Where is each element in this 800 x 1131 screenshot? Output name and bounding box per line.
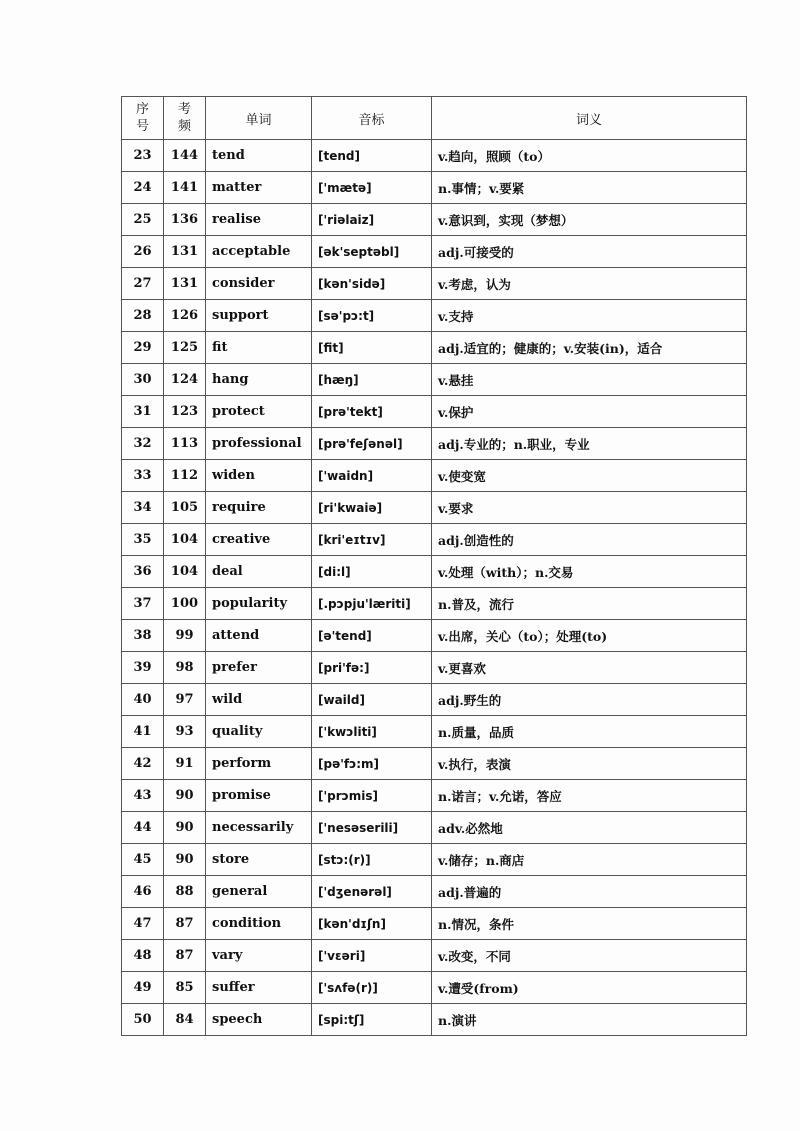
cell-word: protect bbox=[206, 396, 312, 428]
cell-phonetic: ['vɛəri] bbox=[312, 940, 432, 972]
cell-word: matter bbox=[206, 172, 312, 204]
cell-frequency: 144 bbox=[164, 140, 206, 172]
cell-index: 28 bbox=[122, 300, 164, 332]
table-row bbox=[122, 652, 747, 684]
header-index bbox=[122, 97, 164, 140]
cell-frequency: 104 bbox=[164, 556, 206, 588]
cell-phonetic: ['mætə] bbox=[312, 172, 432, 204]
table-row bbox=[122, 428, 747, 460]
cell-word: popularity bbox=[206, 588, 312, 620]
cell-phonetic: ['riəlaiz] bbox=[312, 204, 432, 236]
cell-index: 44 bbox=[122, 812, 164, 844]
cell-frequency: 93 bbox=[164, 716, 206, 748]
header-index-label: 序 号 bbox=[135, 102, 149, 134]
cell-phonetic: ['prɔmis] bbox=[312, 780, 432, 812]
cell-word: quality bbox=[206, 716, 312, 748]
cell-meaning: n.质量，品质 bbox=[432, 716, 747, 748]
cell-word: perform bbox=[206, 748, 312, 780]
cell-frequency: 88 bbox=[164, 876, 206, 908]
cell-meaning: v.处理（with）；n.交易 bbox=[432, 556, 747, 588]
cell-meaning: v.储存；n.商店 bbox=[432, 844, 747, 876]
cell-frequency: 85 bbox=[164, 972, 206, 1004]
cell-phonetic: [stɔ:(r)] bbox=[312, 844, 432, 876]
cell-word: store bbox=[206, 844, 312, 876]
cell-index: 24 bbox=[122, 172, 164, 204]
cell-frequency: 90 bbox=[164, 812, 206, 844]
table-row bbox=[122, 172, 747, 204]
cell-frequency: 131 bbox=[164, 236, 206, 268]
cell-word: tend bbox=[206, 140, 312, 172]
cell-phonetic: [ri'kwaiə] bbox=[312, 492, 432, 524]
table-row bbox=[122, 908, 747, 940]
cell-index: 45 bbox=[122, 844, 164, 876]
cell-word: necessarily bbox=[206, 812, 312, 844]
cell-word: fit bbox=[206, 332, 312, 364]
cell-frequency: 84 bbox=[164, 1004, 206, 1036]
cell-frequency: 125 bbox=[164, 332, 206, 364]
cell-meaning: adj.野生的 bbox=[432, 684, 747, 716]
cell-word: vary bbox=[206, 940, 312, 972]
cell-meaning: n.事情；v.要紧 bbox=[432, 172, 747, 204]
cell-index: 37 bbox=[122, 588, 164, 620]
table-row bbox=[122, 940, 747, 972]
cell-meaning: v.意识到，实现（梦想） bbox=[432, 204, 747, 236]
cell-word: require bbox=[206, 492, 312, 524]
cell-index: 25 bbox=[122, 204, 164, 236]
cell-index: 30 bbox=[122, 364, 164, 396]
cell-meaning: adj.普遍的 bbox=[432, 876, 747, 908]
cell-meaning: v.支持 bbox=[432, 300, 747, 332]
cell-word: realise bbox=[206, 204, 312, 236]
cell-phonetic: [waild] bbox=[312, 684, 432, 716]
cell-meaning: v.趋向，照顾（to） bbox=[432, 140, 747, 172]
cell-phonetic: [.pɔpju'læriti] bbox=[312, 588, 432, 620]
cell-frequency: 113 bbox=[164, 428, 206, 460]
cell-index: 49 bbox=[122, 972, 164, 1004]
cell-phonetic: [hæŋ] bbox=[312, 364, 432, 396]
cell-frequency: 98 bbox=[164, 652, 206, 684]
cell-frequency: 100 bbox=[164, 588, 206, 620]
header-meaning: 词义 bbox=[432, 97, 747, 140]
cell-word: prefer bbox=[206, 652, 312, 684]
cell-meaning: v.遭受(from) bbox=[432, 972, 747, 1004]
cell-phonetic: ['kwɔliti] bbox=[312, 716, 432, 748]
cell-index: 33 bbox=[122, 460, 164, 492]
cell-phonetic: [spi:tʃ] bbox=[312, 1004, 432, 1036]
cell-phonetic: [pri'fə:] bbox=[312, 652, 432, 684]
cell-index: 35 bbox=[122, 524, 164, 556]
cell-index: 42 bbox=[122, 748, 164, 780]
cell-meaning: adj.专业的；n.职业，专业 bbox=[432, 428, 747, 460]
cell-phonetic: ['waidn] bbox=[312, 460, 432, 492]
cell-index: 31 bbox=[122, 396, 164, 428]
table-row bbox=[122, 524, 747, 556]
cell-word: consider bbox=[206, 268, 312, 300]
cell-index: 27 bbox=[122, 268, 164, 300]
cell-meaning: n.情况，条件 bbox=[432, 908, 747, 940]
cell-index: 48 bbox=[122, 940, 164, 972]
cell-word: wild bbox=[206, 684, 312, 716]
cell-frequency: 87 bbox=[164, 908, 206, 940]
cell-frequency: 99 bbox=[164, 620, 206, 652]
header-phonetic: 音标 bbox=[312, 97, 432, 140]
cell-index: 23 bbox=[122, 140, 164, 172]
table-row bbox=[122, 396, 747, 428]
table-row bbox=[122, 300, 747, 332]
cell-phonetic: ['dʒenərəl] bbox=[312, 876, 432, 908]
table-row bbox=[122, 140, 747, 172]
cell-index: 38 bbox=[122, 620, 164, 652]
cell-frequency: 104 bbox=[164, 524, 206, 556]
cell-word: attend bbox=[206, 620, 312, 652]
cell-meaning: n.演讲 bbox=[432, 1004, 747, 1036]
cell-word: acceptable bbox=[206, 236, 312, 268]
table-row bbox=[122, 748, 747, 780]
cell-frequency: 87 bbox=[164, 940, 206, 972]
cell-phonetic: [ək'septəbl] bbox=[312, 236, 432, 268]
cell-word: speech bbox=[206, 1004, 312, 1036]
cell-index: 40 bbox=[122, 684, 164, 716]
cell-frequency: 124 bbox=[164, 364, 206, 396]
cell-frequency: 90 bbox=[164, 780, 206, 812]
cell-phonetic: [prə'feʃənəl] bbox=[312, 428, 432, 460]
cell-word: support bbox=[206, 300, 312, 332]
cell-meaning: v.保护 bbox=[432, 396, 747, 428]
cell-phonetic: [sə'pɔ:t] bbox=[312, 300, 432, 332]
cell-index: 32 bbox=[122, 428, 164, 460]
cell-index: 34 bbox=[122, 492, 164, 524]
cell-index: 46 bbox=[122, 876, 164, 908]
cell-word: promise bbox=[206, 780, 312, 812]
table-row bbox=[122, 684, 747, 716]
cell-frequency: 141 bbox=[164, 172, 206, 204]
cell-meaning: adj.适宜的；健康的；v.安装(in)，适合 bbox=[432, 332, 747, 364]
cell-meaning: adj.创造性的 bbox=[432, 524, 747, 556]
cell-frequency: 123 bbox=[164, 396, 206, 428]
header-frequency bbox=[164, 97, 206, 140]
vocabulary-table bbox=[121, 96, 747, 1036]
table-header-row bbox=[122, 97, 747, 140]
table-row bbox=[122, 780, 747, 812]
cell-meaning: v.悬挂 bbox=[432, 364, 747, 396]
cell-index: 43 bbox=[122, 780, 164, 812]
cell-word: suffer bbox=[206, 972, 312, 1004]
cell-word: condition bbox=[206, 908, 312, 940]
table-row bbox=[122, 204, 747, 236]
cell-phonetic: [kən'dɪʃn] bbox=[312, 908, 432, 940]
table-row bbox=[122, 332, 747, 364]
cell-frequency: 90 bbox=[164, 844, 206, 876]
table-row bbox=[122, 556, 747, 588]
cell-meaning: n.普及，流行 bbox=[432, 588, 747, 620]
cell-frequency: 126 bbox=[164, 300, 206, 332]
cell-phonetic: [ə'tend] bbox=[312, 620, 432, 652]
table-row bbox=[122, 268, 747, 300]
table-row bbox=[122, 1004, 747, 1036]
cell-meaning: adv.必然地 bbox=[432, 812, 747, 844]
cell-index: 29 bbox=[122, 332, 164, 364]
cell-frequency: 91 bbox=[164, 748, 206, 780]
cell-word: deal bbox=[206, 556, 312, 588]
cell-meaning: v.执行，表演 bbox=[432, 748, 747, 780]
table-row bbox=[122, 364, 747, 396]
cell-meaning: n.诺言；v.允诺，答应 bbox=[432, 780, 747, 812]
table-row bbox=[122, 620, 747, 652]
cell-frequency: 131 bbox=[164, 268, 206, 300]
cell-phonetic: [kən'sidə] bbox=[312, 268, 432, 300]
cell-phonetic: [pə'fɔ:m] bbox=[312, 748, 432, 780]
cell-frequency: 105 bbox=[164, 492, 206, 524]
cell-meaning: v.考虑，认为 bbox=[432, 268, 747, 300]
cell-phonetic: ['nesəserili] bbox=[312, 812, 432, 844]
table-row bbox=[122, 588, 747, 620]
cell-meaning: v.使变宽 bbox=[432, 460, 747, 492]
header-word: 单词 bbox=[206, 97, 312, 140]
cell-index: 47 bbox=[122, 908, 164, 940]
cell-frequency: 112 bbox=[164, 460, 206, 492]
cell-frequency: 136 bbox=[164, 204, 206, 236]
cell-phonetic: [tend] bbox=[312, 140, 432, 172]
cell-frequency: 97 bbox=[164, 684, 206, 716]
cell-index: 41 bbox=[122, 716, 164, 748]
cell-phonetic: [prə'tekt] bbox=[312, 396, 432, 428]
cell-phonetic: [fit] bbox=[312, 332, 432, 364]
table-body bbox=[122, 140, 747, 1036]
cell-meaning: v.更喜欢 bbox=[432, 652, 747, 684]
cell-word: creative bbox=[206, 524, 312, 556]
cell-index: 50 bbox=[122, 1004, 164, 1036]
table-row bbox=[122, 492, 747, 524]
cell-index: 36 bbox=[122, 556, 164, 588]
cell-meaning: v.改变，不同 bbox=[432, 940, 747, 972]
header-frequency-label: 考 频 bbox=[177, 102, 191, 134]
cell-meaning: adj.可接受的 bbox=[432, 236, 747, 268]
table-row bbox=[122, 812, 747, 844]
table-row bbox=[122, 972, 747, 1004]
table-row bbox=[122, 844, 747, 876]
table-row bbox=[122, 716, 747, 748]
cell-word: widen bbox=[206, 460, 312, 492]
cell-phonetic: [di:l] bbox=[312, 556, 432, 588]
cell-index: 39 bbox=[122, 652, 164, 684]
cell-phonetic: ['sʌfə(r)] bbox=[312, 972, 432, 1004]
table-row bbox=[122, 236, 747, 268]
cell-phonetic: [kri'eɪtɪv] bbox=[312, 524, 432, 556]
table-row bbox=[122, 876, 747, 908]
cell-meaning: v.要求 bbox=[432, 492, 747, 524]
cell-index: 26 bbox=[122, 236, 164, 268]
cell-word: hang bbox=[206, 364, 312, 396]
cell-meaning: v.出席，关心（to）；处理(to) bbox=[432, 620, 747, 652]
cell-word: general bbox=[206, 876, 312, 908]
table-row bbox=[122, 460, 747, 492]
cell-word: professional bbox=[206, 428, 312, 460]
